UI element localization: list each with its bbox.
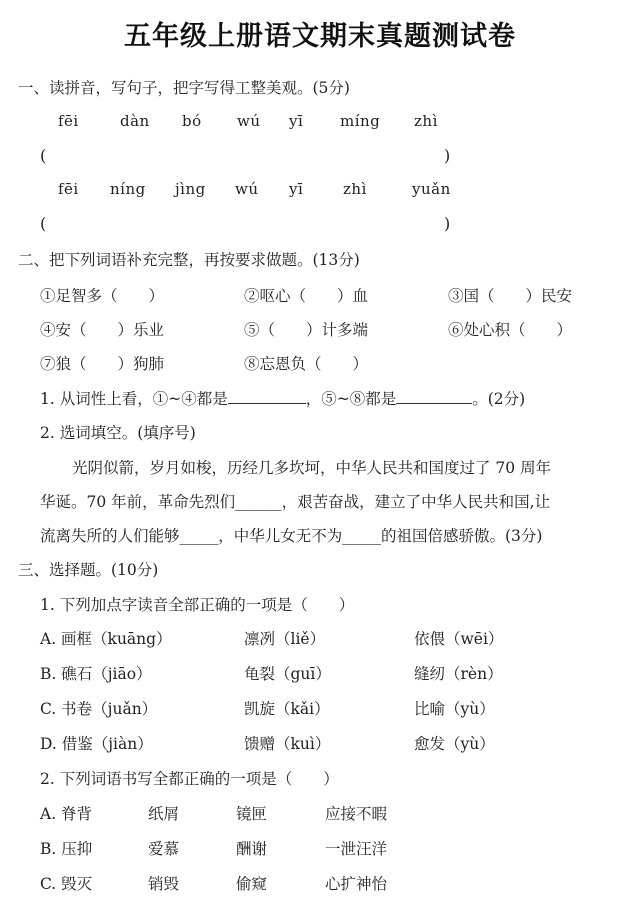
option-word: 销毁 <box>148 875 180 893</box>
question-2-2: 2. 选词填空。(填序号) <box>40 424 196 442</box>
passage-line: 流离失所的人们能够_____，中华儿女无不为_____的祖国倍感骄傲。(3分) <box>40 527 543 545</box>
pinyin-syllable: zhì <box>414 112 438 130</box>
choice-option[interactable] <box>40 732 153 754</box>
idiom-item: ①足智多（ ） <box>40 287 165 305</box>
choice-option[interactable] <box>40 802 92 824</box>
option-word: A. 画框（kuāng） <box>40 630 172 648</box>
option-word: 龟裂（guī） <box>244 665 331 683</box>
page-title: 五年级上册语文期末真题测试卷 <box>124 21 516 52</box>
question-text: 1. 从词性上看，①~④都是 <box>40 390 228 408</box>
section-2-heading: 二、把下列词语补充完整，再按要求做题。(13分) <box>18 251 360 269</box>
choice-option[interactable] <box>40 627 172 649</box>
question-text: ，⑤~⑧都是 <box>305 390 397 408</box>
pinyin-syllable: bó <box>182 112 202 130</box>
choice-option[interactable] <box>40 837 92 859</box>
option-word: 纸屑 <box>148 805 180 823</box>
answer-open-paren: ( <box>40 214 47 233</box>
choice-option[interactable] <box>40 662 152 684</box>
option-word: 愈发（yù） <box>414 735 495 753</box>
pinyin-syllable: yī <box>289 180 304 198</box>
option-word: D. 借鉴（jiàn） <box>40 735 153 753</box>
option-word: A. 脊背 <box>40 805 93 823</box>
pinyin-syllable: jìng <box>175 180 206 198</box>
idiom-item: ⑥处心积（ ） <box>448 321 573 339</box>
idiom-item: ②呕心（ ）血 <box>244 287 369 305</box>
question-3-1: 1. 下列加点字读音全部正确的一项是（ ） <box>40 596 355 614</box>
passage-line: 华诞。70 年前，革命先烈们______，艰苦奋战，建立了中华人民共和国,让 <box>40 493 551 511</box>
option-word: 爱慕 <box>148 840 180 858</box>
option-word: 凯旋（kǎi） <box>244 700 330 718</box>
option-word: 酬谢 <box>236 840 268 858</box>
pinyin-syllable: wú <box>235 180 259 198</box>
choice-option[interactable] <box>40 697 157 719</box>
pinyin-syllable: wú <box>237 112 261 130</box>
option-word: 比喻（yù） <box>414 700 495 718</box>
choice-option[interactable] <box>40 872 92 894</box>
passage-line: 光阴似箭，岁月如梭，历经几多坎坷，中华人民共和国度过了 70 周年 <box>72 459 552 477</box>
question-2-1 <box>40 387 525 409</box>
pinyin-syllable: dàn <box>120 112 150 130</box>
option-word: 馈赠（kuì） <box>244 735 331 753</box>
section-1-heading: 一、读拼音，写句子，把字写得工整美观。(5分) <box>18 79 350 97</box>
option-word: 一泄汪洋 <box>325 840 388 858</box>
pinyin-syllable: yī <box>289 112 304 130</box>
answer-blank[interactable] <box>228 389 306 404</box>
answer-blank[interactable] <box>396 389 472 404</box>
pinyin-syllable: níng <box>110 180 146 198</box>
option-word: 应接不暇 <box>325 805 388 823</box>
option-word: B. 压抑 <box>40 840 93 858</box>
pinyin-syllable: míng <box>340 112 381 130</box>
idiom-item: ④安（ ）乐业 <box>40 321 165 339</box>
option-word: 偷窥 <box>236 875 268 893</box>
option-word: C. 毁灭 <box>40 875 93 893</box>
answer-close-paren: ) <box>444 146 451 165</box>
option-word: 缝纫（rèn） <box>414 665 503 683</box>
option-word: 心扩神怡 <box>325 875 388 893</box>
idiom-item: ⑧忘恩负（ ） <box>244 355 369 373</box>
question-text: 。(2分) <box>472 390 526 408</box>
pinyin-syllable: fēi <box>58 112 79 130</box>
option-word: 镜匣 <box>236 805 268 823</box>
idiom-item: ⑤（ ）计多端 <box>244 321 369 339</box>
question-3-2: 2. 下列词语书写全都正确的一项是（ ） <box>40 770 339 788</box>
pinyin-syllable: zhì <box>343 180 367 198</box>
option-word: 依偎（wēi） <box>414 630 504 648</box>
idiom-item: ⑦狼（ ）狗肺 <box>40 355 165 373</box>
answer-close-paren: ) <box>444 214 451 233</box>
section-3-heading: 三、选择题。(10分) <box>18 561 159 579</box>
option-word: C. 书卷（juǎn） <box>40 700 158 718</box>
pinyin-syllable: fēi <box>58 180 79 198</box>
option-word: B. 礁石（jiāo） <box>40 665 152 683</box>
option-word: 凛冽（liě） <box>244 630 326 648</box>
pinyin-syllable: yuǎn <box>412 180 451 198</box>
idiom-item: ③国（ ）民安 <box>448 287 573 305</box>
answer-open-paren: ( <box>40 146 47 165</box>
